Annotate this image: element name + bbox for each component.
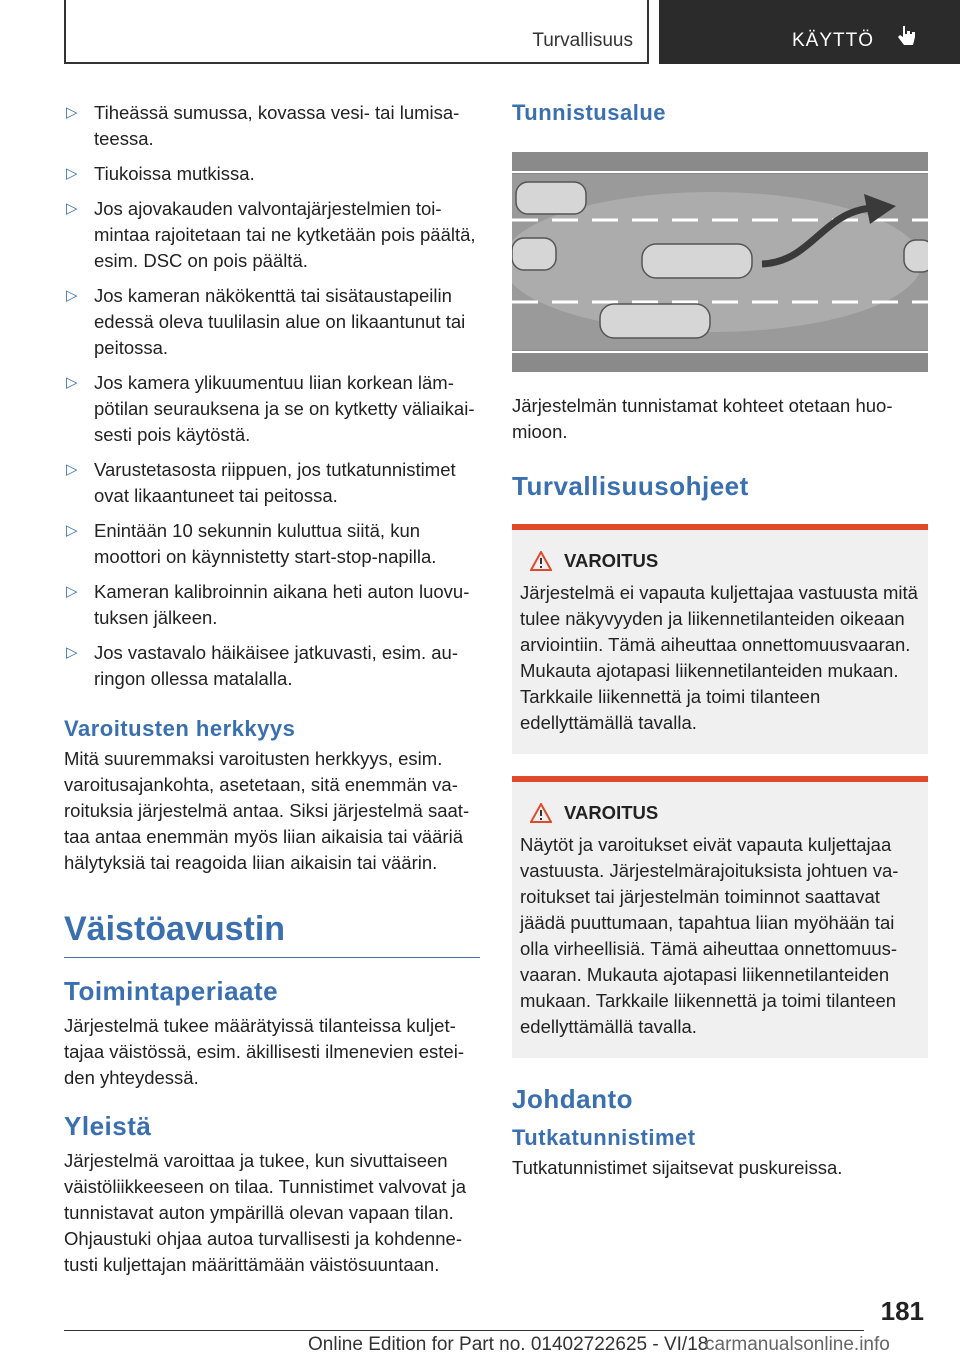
warning-triangle-icon — [530, 551, 552, 571]
general-text: Järjestelmä varoittaa ja tukee, kun sivuttaiseen väistöliikkeeseen on tilaa. Tunnistimet valvovat ja tunnistavat auton ympärillä olevan vapaan tilan. Ohjaustuki ohjaa autoa turvallisesti ja kohdennetusti kuljettajan määrittämään väistösuuntaan. — [64, 1150, 467, 1275]
warning-box — [512, 524, 928, 754]
edition-text: Online Edition for Part no. 01402722625 - VI/18 — [308, 1334, 709, 1355]
detection-caption: Järjestelmän tunnistamat kohteet otetaan huomioon. — [512, 395, 893, 442]
principle-text: Järjestelmä tukee määrätyissä tilanteissa kuljettajaa väistössä, esim. äkillisesti ilmenevien esteiden yhteydessä. — [64, 1015, 464, 1088]
list-item: ▷ Varustetasosta riippuen, jos tutkatunnistimet ovat likaantuneet tai peitossa. — [66, 459, 456, 506]
page-number: 181 — [880, 1296, 924, 1326]
header-chapter-title: KÄYTTÖ — [792, 30, 875, 51]
list-item: ▷ Tiheässä sumussa, kovassa vesi- tai lumisateessa. — [66, 102, 460, 149]
triangle-bullet-icon: ▷ — [66, 644, 78, 661]
principle-heading: Toimintaperiaate — [64, 976, 279, 1006]
triangle-bullet-icon: ▷ — [66, 165, 78, 182]
watermark-text: carmanualsonline.info — [705, 1334, 890, 1355]
header-chapter-box — [659, 0, 960, 64]
triangle-bullet-icon: ▷ — [66, 461, 78, 478]
triangle-bullet-icon: ▷ — [66, 104, 78, 121]
list-item: ▷ Jos vastavalo häikäisee jatkuvasti, esim. auringon ollessa matalalla. — [66, 642, 459, 689]
hand-pointer-icon — [895, 24, 917, 48]
warning-box — [512, 776, 928, 1058]
footer-divider — [64, 1330, 864, 1331]
sensitivity-heading: Varoitusten herkkyys — [64, 716, 296, 741]
warning-title: VAROITUS — [520, 550, 920, 572]
sensitivity-text: Mitä suuremmaksi varoitusten herkkyys, esim. varoitusajankohta, asetetaan, sitä enemmän varoituksia järjestelmä antaa. Siksi järjestelmä saattaa antaa enemmän myös liian aikaisia tai vääriä hälytyksiä tai reagoida liian aikaisin tai väärin. — [64, 748, 470, 873]
intro-heading: Johdanto — [512, 1084, 633, 1114]
triangle-bullet-icon: ▷ — [66, 583, 78, 600]
main-heading: Väistöavustin — [64, 910, 480, 958]
list-item: ▷ Tiukoissa mutkissa. — [64, 161, 480, 187]
detection-area-illustration — [512, 152, 928, 372]
triangle-bullet-icon: ▷ — [66, 522, 78, 539]
condition-list — [64, 100, 480, 692]
radar-heading: Tutkatunnistimet — [512, 1125, 696, 1150]
left-column — [64, 100, 480, 1278]
header-section-box — [64, 0, 649, 64]
detection-heading: Tunnistusalue — [512, 100, 666, 125]
warning-text: Näytöt ja varoitukset eivät vapauta kuljettajaa vastuusta. Järjestelmärajoituksista johtuen varoitukset tai järjestelmän toiminnot saattavat jäädä puuttumaan, tapahtua liian myöhään tai olla virheellisiä. Tämä aiheuttaa onnettomuusvaaran. Mukauta ajotapasi liikennetilanteiden mukaan. Tarkkaile liikennettä ja toimi tilanteen edellyttämällä tavalla. — [520, 834, 899, 1037]
list-item: ▷ Kameran kalibroinnin aikana heti auton luovutuksen jälkeen. — [66, 581, 470, 628]
warning-text: Järjestelmä ei vapauta kuljettajaa vastuusta mitä tulee näkyvyyden ja liikennetilanteiden oikeaan arviointiin. Tämä aiheuttaa onnettomuusvaaran. Mukauta ajotapasi liikennetilanteiden mukaan. Tarkkaile liikennettä ja toimi tilanteen edellyttämällä tavalla. — [520, 582, 918, 733]
list-item: ▷ Jos kamera ylikuumentuu liian korkean lämpötilan seurauksena ja se on kytketty väliaikaisesti pois käytöstä. — [66, 372, 475, 445]
triangle-bullet-icon: ▷ — [66, 200, 78, 217]
list-item: ▷ Enintään 10 sekunnin kuluttua siitä, kun moottori on käynnistetty start-stop-napilla. — [66, 520, 437, 567]
triangle-bullet-icon: ▷ — [66, 287, 78, 304]
safety-heading: Turvallisuusohjeet — [512, 471, 749, 501]
right-column — [512, 100, 928, 1181]
header-section-title: Turvallisuus — [532, 30, 633, 51]
list-item: ▷ Jos kameran näkökenttä tai sisätaustapeilin edessä oleva tuulilasin alue on likaantunut tai peitossa. — [66, 285, 466, 358]
triangle-bullet-icon: ▷ — [66, 374, 78, 391]
warning-triangle-icon — [530, 803, 552, 823]
warning-title: VAROITUS — [520, 802, 920, 824]
general-heading: Yleistä — [64, 1111, 152, 1141]
radar-text: Tutkatunnistimet sijaitsevat puskureissa. — [512, 1157, 843, 1178]
list-item: ▷ Jos ajovakauden valvontajärjestelmien toimintaa rajoitetaan tai ne kytketään pois päältä, esim. DSC on pois päältä. — [66, 198, 476, 271]
